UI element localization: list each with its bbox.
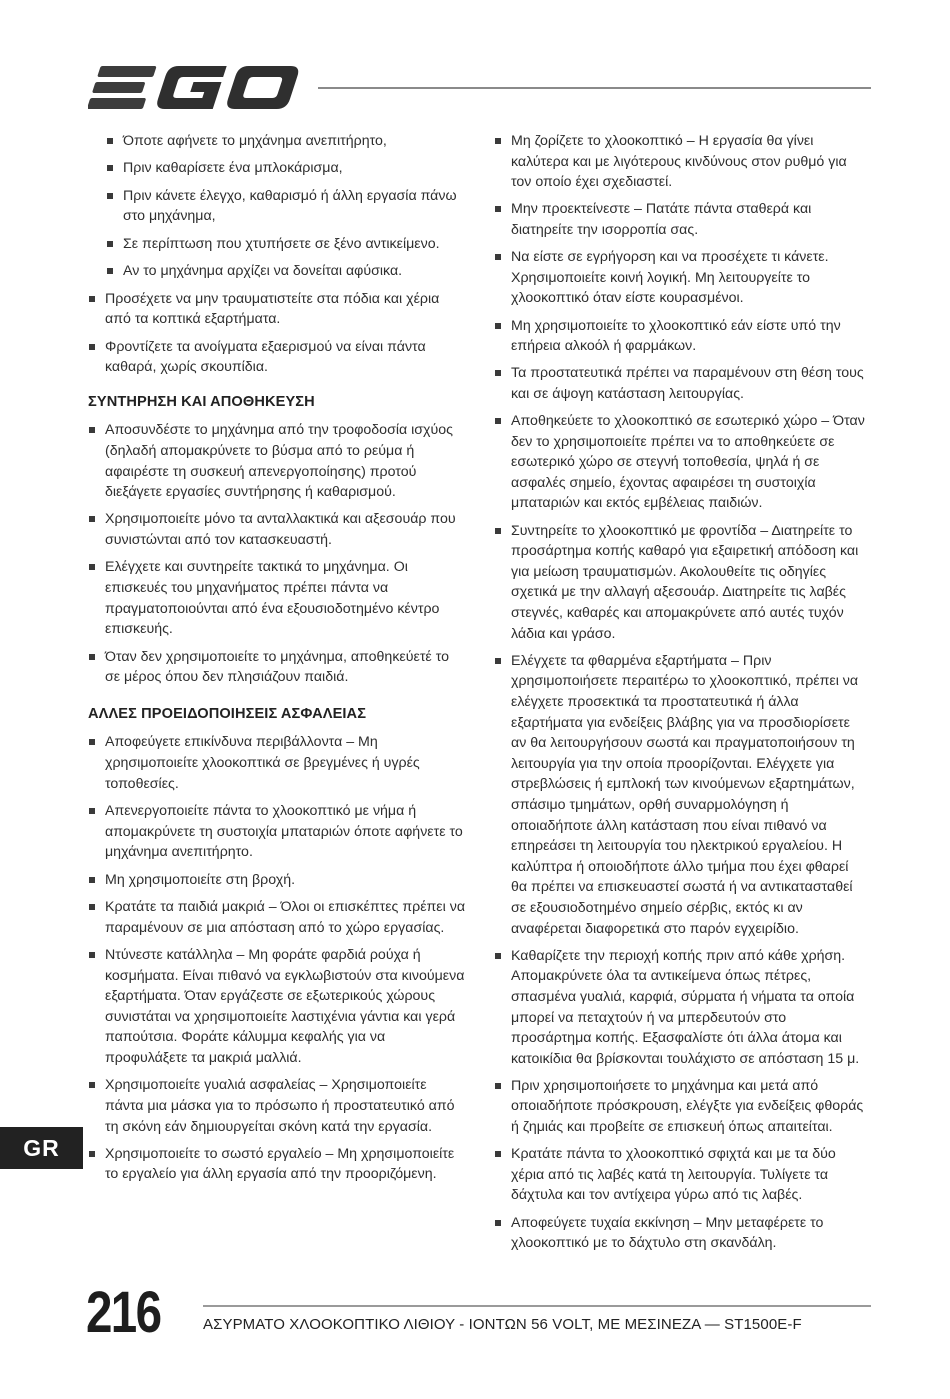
left-column [88, 131, 466, 1192]
language-tab: GR [0, 1127, 83, 1169]
list-item: Αποσυνδέστε το μηχάνημα από την τροφοδοσία ισχύος (δηλαδή απομακρύνετε το βύσμα από το ρεύμα ή αφαιρέστε τη συσκευή απενεργοποίησης) προτού διεξάγετε εργασίες συντήρησης ή καθαρισμού. [88, 420, 466, 502]
list-item: Όταν δεν χρησιμοποιείτε το μηχάνημα, αποθηκεύετέ το σε μέρος όπου δεν πλησιάζουν παιδιά. [88, 647, 466, 688]
list-item: Συντηρείτε το χλοοκοπτικό με φροντίδα – Διατηρείτε το προσάρτημα κοπής καθαρό για εξαιρετική απόδοση και για μείωση τραυματισμών. Ακολουθείτε τις οδηγίες σχετικά με την αλλαγή αξεσουάρ. Διατηρείτε τις λαβές στεγνές, καθαρές και απομακρύνετε από αυτές τυχόν λάδια και γράσο. [494, 521, 866, 645]
list-item: Να είστε σε εγρήγορση και να προσέχετε τι κάνετε. Χρησιμοποιείτε κοινή λογική. Μη λειτουργείτε το χλοοκοπτικό όταν είστε κουρασμένοι. [494, 247, 866, 309]
section-heading-safety: ΑΛΛΕΣ ΠΡΟΕΙΔΟΠΟΙΗΣΕΙΣ ΑΣΦΑΛΕΙΑΣ [88, 705, 367, 722]
list-item: Χρησιμοποιείτε το σωστό εργαλείο – Μη χρησιμοποιείτε το εργαλείο για άλλη εργασία από την προοριζόμενη. [88, 1144, 466, 1185]
list-item: Ντύνεστε κατάλληλα – Μη φοράτε φαρδιά ρούχα ή κοσμήματα. Είναι πιθανό να εγκλωβιστούν στα κινούμενα εξαρτήματα. Όταν εργάζεστε σε εξωτερικούς χώρους συνιστάται να χρησιμοποιείτε λαστιχένια γάντια και γερά παπούτσια. Φοράτε κάλυμμα κεφαλής για να προφυλάξετε τα μακριά μαλλιά. [88, 945, 466, 1069]
maintenance-list [88, 420, 466, 688]
list-item: Απενεργοποιείτε πάντα το χλοοκοπτικό με νήμα ή απομακρύνετε τη συστοιχία μπαταριών όποτε αφήνετε το μηχάνημα ανεπιτήρητο. [88, 801, 466, 863]
header-rule [318, 87, 871, 89]
sub-bullet-list [88, 131, 466, 282]
list-item: Αν το μηχάνημα αρχίζει να δονείται αφύσικα. [106, 261, 466, 282]
bullet-list [88, 289, 466, 378]
ego-logo [88, 62, 300, 114]
list-item: Ελέγχετε και συντηρείτε τακτικά το μηχάνημα. Οι επισκευές του μηχανήματος πρέπει πάντα να πραγματοποιούνται από ένα εξουσιοδοτημένο κέντρο επισκευής. [88, 557, 466, 639]
right-bullet-list [494, 131, 866, 1254]
list-item: Πριν κάνετε έλεγχο, καθαρισμό ή άλλη εργασία πάνω στο μηχάνημα, [106, 186, 466, 227]
list-item: Αποφεύγετε τυχαία εκκίνηση – Μην μεταφέρετε το χλοοκοπτικό με το δάχτυλο στη σκανδάλη. [494, 1213, 866, 1254]
list-item: Κρατάτε τα παιδιά μακριά – Όλοι οι επισκέπτες πρέπει να παραμένουν σε μια απόσταση από το χώρο εργασίας. [88, 897, 466, 938]
right-column [494, 131, 866, 1260]
list-item: Καθαρίζετε την περιοχή κοπής πριν από κάθε χρήση. Απομακρύνετε όλα τα αντικείμενα όπως πέτρες, σπασμένα γυαλιά, καρφιά, σύρματα ή νήματα τα οποία μπορεί να πεταχτούν ή να μπερδευτούν στο προσάρτημα κοπής. Εξασφαλίστε ότι άλλα άτομα και κατοικίδια θα βρίσκονται τουλάχιστο σε απόσταση 15 μ. [494, 946, 866, 1070]
list-item: Αποφεύγετε επικίνδυνα περιβάλλοντα – Μη χρησιμοποιείτε χλοοκοπτικά σε βρεγμένες ή υγρές τοποθεσίες. [88, 732, 466, 794]
list-item: Κρατάτε πάντα το χλοοκοπτικό σφιχτά και με τα δύο χέρια από τις λαβές κατά τη λειτουργία. Τυλίγετε τα δάχτυλα και τον αντίχειρα γύρω από τις λαβές. [494, 1144, 866, 1206]
list-item: Ελέγχετε τα φθαρμένα εξαρτήματα – Πριν χρησιμοποιήσετε περαιτέρω το χλοοκοπτικό, πρέπει να ελέγχετε προσεκτικά τα προστατευτικά ή άλλα εξαρτήματα για ενδείξεις βλάβης για να προσδιορίσετε αν θα λειτουργήσουν σωστά και πραγματοποιήσουν τη λειτουργία για την οποία προορίζονται. Ελέγχετε για στρεβλώσεις ή εμπλοκή των κινούμενων εξαρτημάτων, σπάσιμο τμημάτων, ορθή συναρμολόγηση ή οποιαδήποτε άλλη κατάσταση που είναι πιθανό να επηρεάσει τη λειτουργία του ηλεκτρικού εργαλείου. Η καλύπτρα ή οποιοδήποτε άλλο τμήμα που έχει φθαρεί θα πρέπει να επισκευαστεί σωστά ή να αντικατασταθεί σε εξουσιοδοτημένο σημείο σέρβις, εκτός κι αν αναφέρεται διαφορετικά στο παρόν εγχειρίδιο. [494, 651, 866, 939]
list-item: Αποθηκεύετε το χλοοκοπτικό σε εσωτερικό χώρο – Όταν δεν το χρησιμοποιείτε πρέπει να το αποθηκεύετε σε εσωτερικό χώρο σε στεγνή τοποθεσία, ψηλά ή σε ασφαλές σημείο, έχοντας αφαιρέσει τη συστοιχία μπαταριών και εκτός εμβέλειας παιδιών. [494, 411, 866, 514]
list-item: Σε περίπτωση που χτυπήσετε σε ξένο αντικείμενο. [106, 234, 466, 255]
list-item: Φροντίζετε τα ανοίγματα εξαερισμού να είναι πάντα καθαρά, χωρίς σκουπίδια. [88, 337, 466, 378]
section-heading-maintenance: ΣΥΝΤΗΡΗΣΗ ΚΑΙ ΑΠΟΘΗΚΕΥΣΗ [88, 393, 315, 410]
list-item: Χρησιμοποιείτε μόνο τα ανταλλακτικά και αξεσουάρ που συνιστώνται από τον κατασκευαστή. [88, 509, 466, 550]
list-item: Όποτε αφήνετε το μηχάνημα ανεπιτήρητο, [106, 131, 466, 152]
list-item: Μην προεκτείνεστε – Πατάτε πάντα σταθερά και διατηρείτε την ισορροπία σας. [494, 199, 866, 240]
list-item: Πριν χρησιμοποιήσετε το μηχάνημα και μετά από οποιαδήποτε πρόσκρουση, ελέγξτε για ενδείξεις φθοράς ή ζημιάς και προβείτε σε επισκευή όπως απαιτείται. [494, 1076, 866, 1138]
list-item: Πριν καθαρίσετε ένα μπλοκάρισμα, [106, 158, 466, 179]
list-item: Μη χρησιμοποιείτε στη βροχή. [88, 870, 466, 891]
list-item: Χρησιμοποιείτε γυαλιά ασφαλείας – Χρησιμοποιείτε πάντα μια μάσκα για το πρόσωπο ή προστατευτικό από τη σκόνη εάν δημιουργείται σκόνη κατά την εργασία. [88, 1075, 466, 1137]
page-number: 216 [86, 1280, 161, 1345]
list-item: Μη ζορίζετε το χλοοκοπτικό – Η εργασία θα γίνει καλύτερα και με λιγότερους κινδύνους στον ρυθμό για τον οποίο έχει σχεδιαστεί. [494, 131, 866, 193]
safety-list [88, 732, 466, 1185]
list-item: Μη χρησιμοποιείτε το χλοοκοπτικό εάν είστε υπό την επήρεια αλκοόλ ή φαρμάκων. [494, 316, 866, 357]
footer-rule [203, 1305, 871, 1307]
list-item: Τα προστατευτικά πρέπει να παραμένουν στη θέση τους και σε άψογη κατάσταση λειτουργίας. [494, 363, 866, 404]
list-item: Προσέχετε να μην τραυματιστείτε στα πόδια και χέρια από τα κοπτικά εξαρτήματα. [88, 289, 466, 330]
footer-title: ΑΣΥΡΜΑΤΟ ΧΛΟΟΚΟΠΤΙΚΟ ΛΙΘΙΟΥ - ΙΟΝΤΩΝ 56 VOLT, ΜΕ ΜΕΣΙΝΕΖΑ — ST1500E-F [203, 1316, 802, 1333]
